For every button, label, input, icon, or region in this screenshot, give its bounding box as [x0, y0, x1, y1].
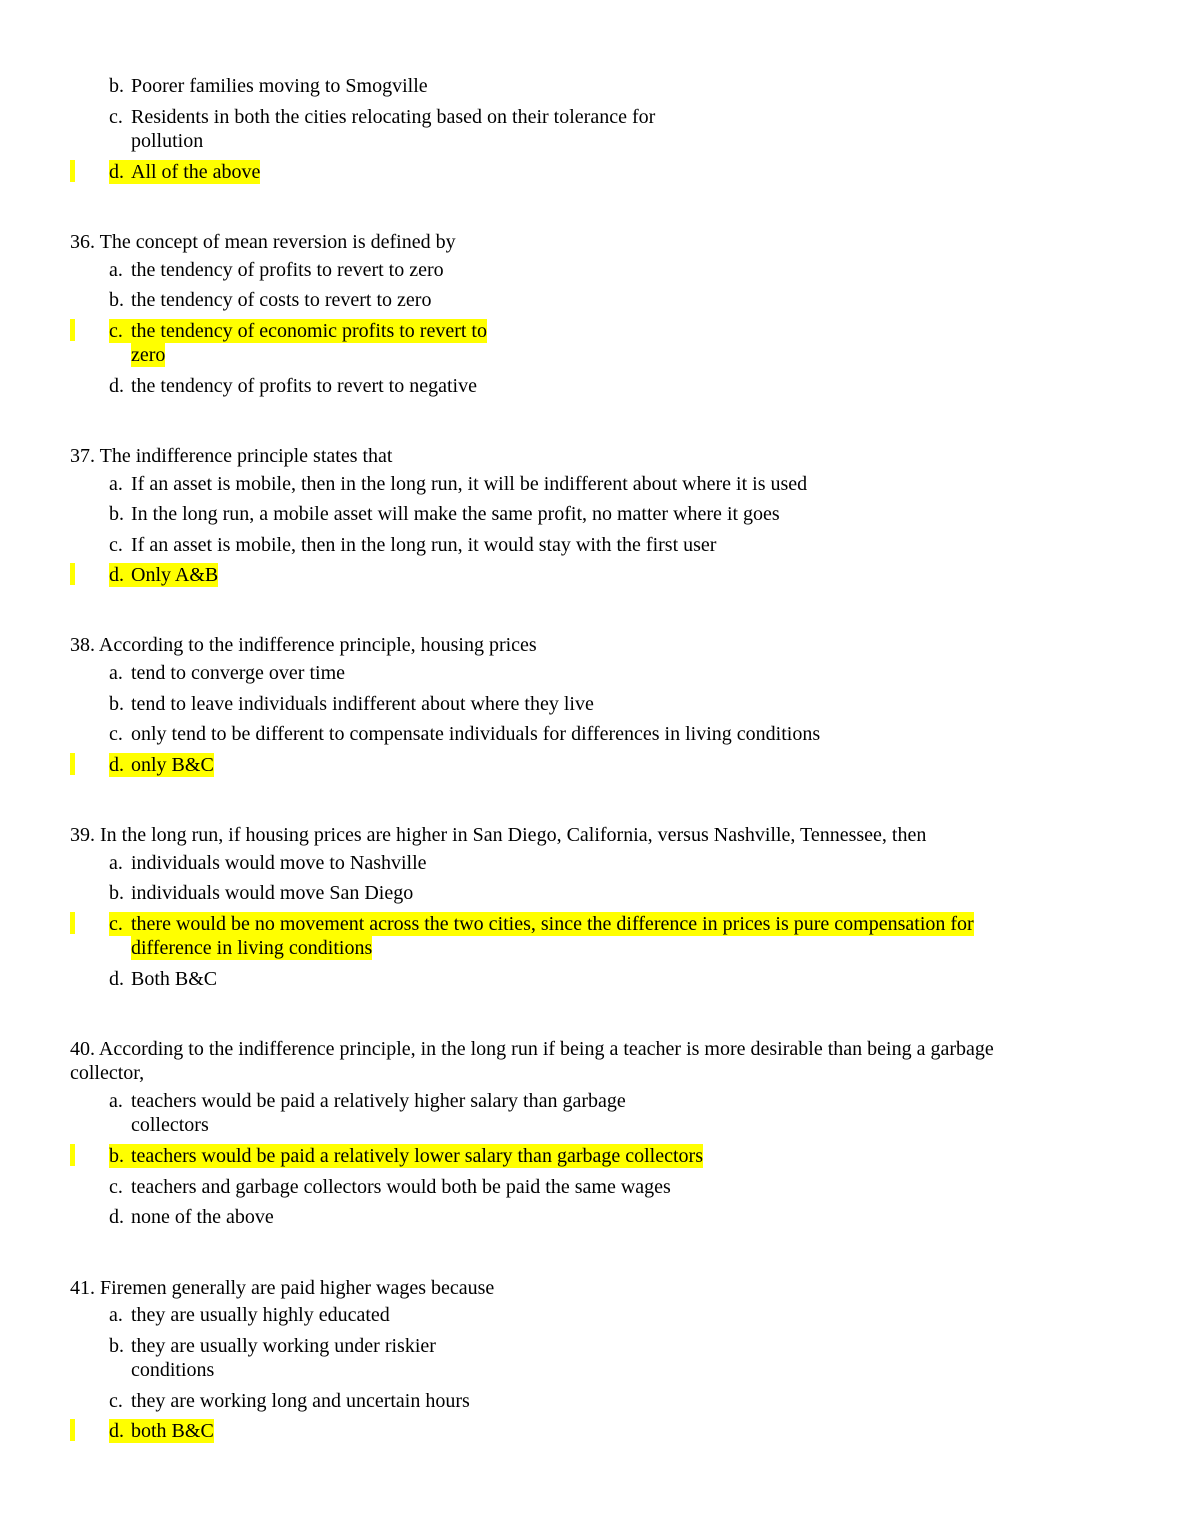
answer-marker	[70, 1419, 75, 1441]
option-letter-answer: d.	[109, 160, 131, 184]
option-text-answer-continued: zero	[131, 344, 166, 366]
option-text: Residents in both the cities relocating based on their tolerance for	[131, 106, 656, 128]
answer-marker	[70, 563, 75, 585]
option-text-answer: the tendency of economic profits to revert to	[131, 320, 487, 342]
option-text-answer: teachers would be paid a relatively lower salary than garbage collectors	[131, 1145, 703, 1167]
option-text-continued: conditions	[131, 1359, 215, 1381]
option-letter-answer: c.	[109, 319, 131, 343]
option-text: tend to leave individuals indifferent about where they live	[131, 693, 594, 715]
option-letter: a.	[109, 1304, 123, 1326]
option-letter-answer: b.	[109, 1144, 131, 1168]
option-text: If an asset is mobile, then in the long run, it will be indifferent about where it is used	[131, 473, 808, 495]
answer-marker	[70, 753, 75, 775]
answer-marker	[70, 1144, 75, 1166]
question-text: 39. In the long run, if housing prices are higher in San Diego, California, versus Nashville, Tennessee, then	[70, 824, 927, 846]
option-letter: a.	[109, 259, 123, 281]
question-text: 37. The indifference principle states that	[70, 445, 393, 467]
option-text-answer-continued: difference in living conditions	[131, 937, 373, 959]
answer-marker	[70, 319, 75, 341]
option-text-answer: only B&C	[131, 754, 214, 776]
option-text-answer: there would be no movement across the two cities, since the difference in prices is pure compensation for	[131, 913, 974, 935]
option-text: individuals would move to Nashville	[131, 852, 427, 874]
option-text-answer: Only A&B	[131, 564, 219, 586]
option-text: only tend to be different to compensate individuals for differences in living conditions	[131, 723, 821, 745]
answer-marker	[70, 160, 75, 182]
option-text: teachers and garbage collectors would both be paid the same wages	[131, 1176, 671, 1198]
option-letter: a.	[109, 1090, 123, 1112]
option-text: none of the above	[131, 1206, 274, 1228]
option-letter: a.	[109, 473, 123, 495]
option-text: tend to converge over time	[131, 662, 346, 684]
option-text: If an asset is mobile, then in the long run, it would stay with the first user	[131, 534, 717, 556]
option-letter: a.	[109, 662, 123, 684]
option-text: they are usually highly educated	[131, 1304, 390, 1326]
option-letter-answer: d.	[109, 563, 131, 587]
option-letter-answer: d.	[109, 753, 131, 777]
option-letter: c.	[109, 534, 123, 556]
option-text-continued: collectors	[131, 1114, 209, 1136]
option-letter: d.	[109, 375, 124, 397]
question-text-continued: collector,	[70, 1062, 145, 1084]
option-letter: b.	[109, 693, 124, 715]
option-text: they are working long and uncertain hours	[131, 1390, 470, 1412]
option-text-answer: both B&C	[131, 1420, 214, 1442]
option-text: individuals would move San Diego	[131, 882, 414, 904]
option-letter: b.	[109, 75, 124, 97]
option-text: In the long run, a mobile asset will make the same profit, no matter where it goes	[131, 503, 780, 525]
option-letter: b.	[109, 882, 124, 904]
option-letter: d.	[109, 968, 124, 990]
option-letter: b.	[109, 1335, 124, 1357]
option-letter: a.	[109, 852, 123, 874]
option-letter: b.	[109, 503, 124, 525]
option-letter: c.	[109, 1176, 123, 1198]
option-text: the tendency of profits to revert to negative	[131, 375, 477, 397]
question-text: 40. According to the indifference principle, in the long run if being a teacher is more desirable than being a garbage	[70, 1038, 994, 1060]
option-text-continued: pollution	[131, 130, 204, 152]
option-text: the tendency of profits to revert to zero	[131, 259, 444, 281]
option-text-answer: All of the above	[131, 161, 261, 183]
option-letter: c.	[109, 106, 123, 128]
option-letter: b.	[109, 289, 124, 311]
option-text: the tendency of costs to revert to zero	[131, 289, 432, 311]
option-letter-answer: d.	[109, 1419, 131, 1443]
option-text: they are usually working under riskier	[131, 1335, 436, 1357]
question-text: 38. According to the indifference principle, housing prices	[70, 634, 537, 656]
option-text: Both B&C	[131, 968, 218, 990]
option-letter-answer: c.	[109, 912, 131, 936]
option-text: teachers would be paid a relatively higher salary than garbage	[131, 1090, 626, 1112]
question-text: 36. The concept of mean reversion is defined by	[70, 231, 456, 253]
option-letter: d.	[109, 1206, 124, 1228]
option-text: Poorer families moving to Smogville	[131, 75, 428, 97]
option-letter: c.	[109, 723, 123, 745]
answer-marker	[70, 912, 75, 934]
question-text: 41. Firemen generally are paid higher wages because	[70, 1277, 495, 1299]
option-letter: c.	[109, 1390, 123, 1412]
